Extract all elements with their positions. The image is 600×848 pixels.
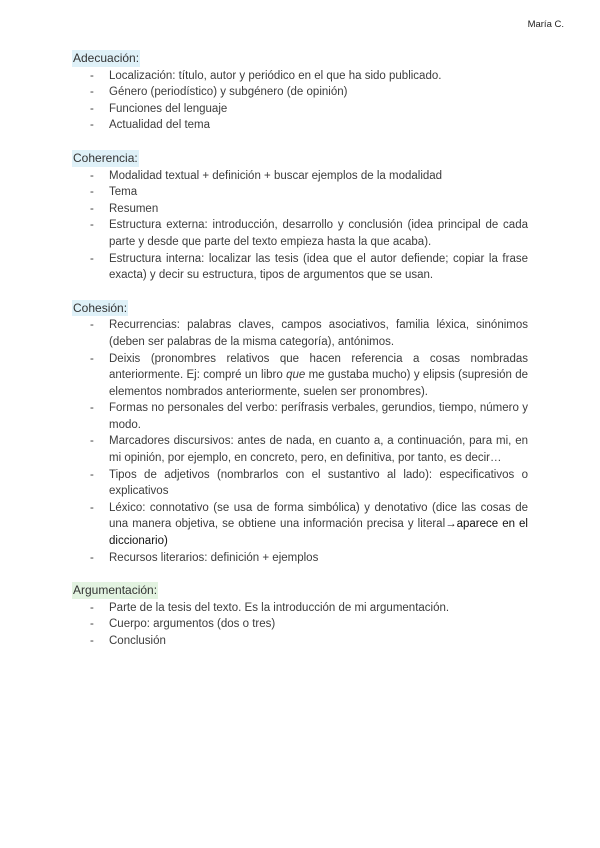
italic-example-word: que xyxy=(286,369,306,382)
section-heading: Coherencia: xyxy=(73,150,138,165)
list-item: - Modalidad textual + definición + buscar ejemplos de la modalidad xyxy=(72,168,528,185)
list-item: - Recursos literarios: definición + ejemplos xyxy=(72,550,528,567)
section-coherencia xyxy=(72,150,528,284)
dash-bullet: - xyxy=(90,69,94,82)
list-item: - Actualidad del tema xyxy=(72,117,528,134)
dash-bullet: - xyxy=(90,618,94,631)
dash-bullet: - xyxy=(90,402,94,415)
list-item: - Marcadores discursivos: antes de nada, en cuanto a, a continuación, para mi, en mi opinión, por ejemplo, en concreto, pero, en definitiva, por tanto, es decir… xyxy=(90,435,528,465)
document-body xyxy=(72,50,528,666)
section-heading: Cohesión: xyxy=(73,300,128,315)
dash-bullet: - xyxy=(90,202,94,215)
dash-bullet: - xyxy=(90,219,94,232)
list-item: - Cuerpo: argumentos (dos o tres) xyxy=(72,616,528,633)
list-item: - Estructura interna: localizar las tesis (idea que el autor defiende; copiar la frase exacta) y decir su estructura, tipos de argumentos que se usan. xyxy=(90,252,528,282)
dash-bullet: - xyxy=(90,635,94,647)
dash-bullet: - xyxy=(90,119,94,132)
dash-bullet: - xyxy=(90,252,94,265)
dash-bullet: - xyxy=(90,319,94,332)
dash-bullet: - xyxy=(90,435,94,448)
list-item: - Tema xyxy=(72,184,528,201)
dash-bullet: - xyxy=(90,86,94,99)
list-item: - Formas no personales del verbo: perífrasis verbales, gerundios, tiempo, número y modo. xyxy=(90,402,528,431)
list-item: - Léxico: connotativo (se usa de forma simbólica) y denotativo (dice las cosas de una manera objetiva, se obtiene una información precisa y literal→aparece en el diccionario) xyxy=(90,501,528,548)
dash-bullet: - xyxy=(90,501,94,514)
dash-bullet: - xyxy=(90,186,94,199)
section-argumentacion xyxy=(72,582,528,649)
list-item: - Deixis (pronombres relativos que hacen referencia a cosas nombradas anteriormente. Ej: compré un libro que me gustaba mucho) y elipsis (supresión de elementos nombrados anteriormente, suelen ser pronombres). xyxy=(90,352,528,398)
item-list xyxy=(72,68,528,134)
dash-bullet: - xyxy=(90,102,94,115)
item-list xyxy=(72,168,528,284)
author-name: María C. xyxy=(527,19,564,30)
list-item: - Género (periodístico) y subgénero (de opinión) xyxy=(72,84,528,101)
list-item: - Localización: título, autor y periódico en el que ha sido publicado. xyxy=(72,68,528,85)
list-item: - Funciones del lenguaje xyxy=(72,101,528,118)
dash-bullet: - xyxy=(90,601,94,614)
section-cohesion xyxy=(72,300,528,567)
dash-bullet: - xyxy=(90,352,94,365)
section-heading: Argumentación: xyxy=(73,583,158,598)
list-item: - Conclusión xyxy=(72,633,528,650)
item-list xyxy=(72,600,528,650)
list-item: - Estructura externa: introducción, desarrollo y conclusión (idea principal de cada parte y desde que parte del texto empieza hasta la que acaba). xyxy=(90,219,528,248)
list-item: - Resumen xyxy=(72,201,528,218)
dash-bullet: - xyxy=(90,551,94,564)
list-item: - Recurrencias: palabras claves, campos asociativos, familia léxica, sinónimos (deben ser palabras de la misma categoría), antónimos. xyxy=(90,319,528,348)
list-item: - Tipos de adjetivos (nombrarlos con el sustantivo al lado): especificativos o explicativos xyxy=(90,468,528,498)
section-heading: Adecuación: xyxy=(73,51,140,65)
item-list xyxy=(72,317,528,566)
dash-bullet: - xyxy=(90,468,94,481)
list-item: - Parte de la tesis del texto. Es la introducción de mi argumentación. xyxy=(72,600,528,617)
dash-bullet: - xyxy=(90,169,94,182)
section-adecuacion xyxy=(72,50,528,134)
